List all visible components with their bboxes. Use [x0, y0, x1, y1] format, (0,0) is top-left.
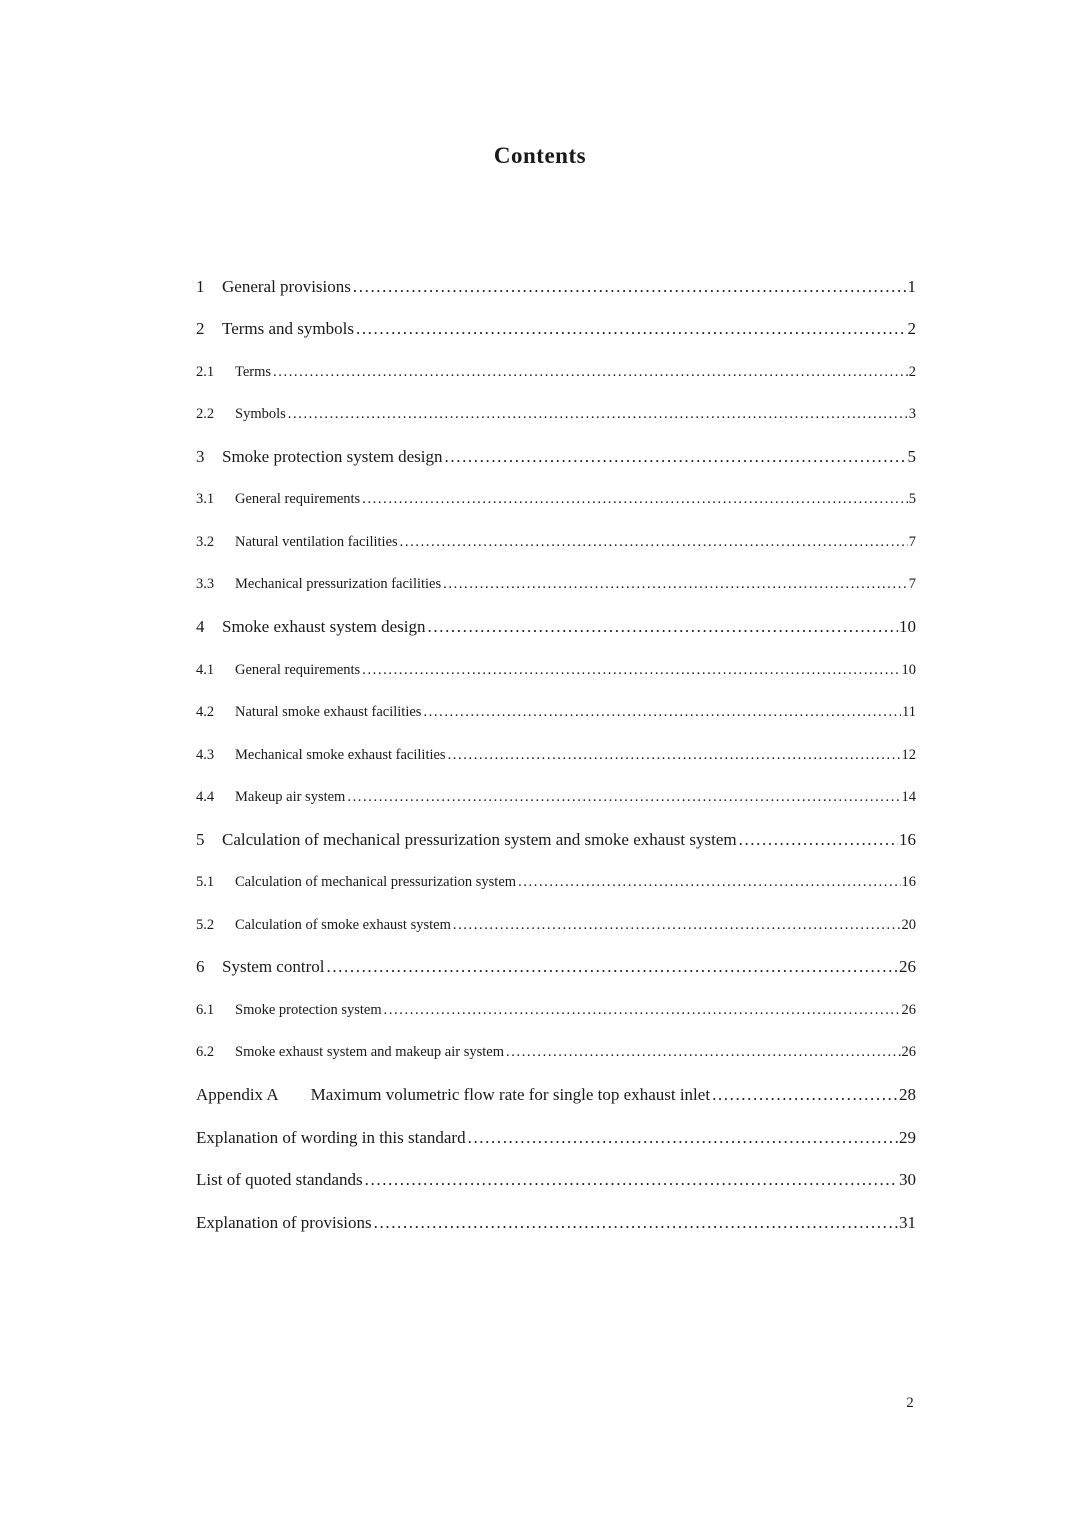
toc-entry-number: 3.1 — [196, 491, 215, 508]
toc-entry-title: Symbols — [235, 406, 286, 423]
toc-entry-title: Natural smoke exhaust facilities — [235, 704, 422, 721]
toc-entry-title: Natural ventilation facilities — [235, 533, 398, 550]
toc-entry-page: 20 — [901, 916, 916, 933]
toc-entry-title: General requirements — [235, 661, 361, 678]
toc-entry-title: Terms — [235, 363, 272, 380]
toc-entry-page: 10 — [899, 616, 916, 636]
toc-entry-number: 4 — [196, 616, 205, 636]
toc-entry-number: 6.2 — [196, 1044, 215, 1061]
toc-entry-page: 26 — [901, 1001, 916, 1018]
toc-entry-page: 16 — [899, 829, 916, 849]
toc-entry-page: 10 — [901, 661, 916, 678]
toc-entry-number: 5 — [196, 829, 205, 849]
toc-entry-title: Mechanical pressurization facilities — [235, 576, 442, 593]
toc-entry-page: 12 — [901, 746, 916, 763]
toc-leader-dots — [347, 776, 900, 819]
toc-entry — [196, 351, 916, 394]
toc-entry-page: 2 — [907, 319, 916, 339]
toc-entry-page: 31 — [899, 1212, 916, 1232]
toc-entry — [196, 563, 916, 606]
toc-entry-number: 6.1 — [196, 1001, 215, 1018]
toc-entry-title: Terms and symbols — [222, 319, 354, 339]
toc-entry-number: 5.1 — [196, 874, 215, 891]
toc-entry-page: 7 — [908, 533, 916, 550]
toc-entry-number: 2.2 — [196, 406, 215, 423]
toc-entry-title: Smoke exhaust system and makeup air system — [235, 1044, 505, 1061]
toc-entry-page: 26 — [899, 957, 916, 977]
toc-entry-page: 30 — [899, 1170, 916, 1190]
toc-entry-page: 11 — [902, 704, 916, 721]
toc-entry-title: Calculation of smoke exhaust system — [235, 916, 451, 933]
toc-entry — [196, 393, 916, 436]
toc-entry — [196, 691, 916, 734]
toc-entry-number: Appendix A — [196, 1084, 279, 1104]
toc-leader-dots — [374, 1202, 898, 1245]
toc-entry — [196, 776, 916, 819]
toc-leader-dots — [448, 734, 901, 777]
toc-entry-page: 5 — [908, 491, 916, 508]
toc-entry-page: 29 — [899, 1127, 916, 1147]
toc-leader-dots — [428, 606, 898, 649]
toc-entry-title: Smoke exhaust system design — [222, 616, 426, 636]
toc-entry — [196, 478, 916, 521]
toc-entry-number: 3.3 — [196, 576, 215, 593]
toc-leader-dots — [423, 691, 901, 734]
toc-entry-title: Smoke protection system — [235, 1001, 382, 1018]
toc-leader-dots — [506, 1031, 900, 1074]
toc-entry-title: Calculation of mechanical pressurization system and smoke exhaust system — [222, 829, 737, 849]
toc-entry-page: 5 — [907, 446, 916, 466]
toc-entry — [196, 1117, 916, 1160]
toc-leader-dots — [362, 649, 900, 692]
toc-entry-page: 1 — [907, 276, 916, 296]
toc-leader-dots — [518, 861, 900, 904]
footer-page-number: 2 — [906, 1395, 914, 1411]
toc-entry — [196, 861, 916, 904]
toc-entry-number: 4.1 — [196, 661, 215, 678]
toc-entry-page: 26 — [901, 1044, 916, 1061]
toc-leader-dots — [443, 563, 908, 606]
toc-entry-title: Explanation of wording in this standard — [196, 1127, 466, 1147]
toc-entry-page: 14 — [901, 789, 916, 806]
toc-leader-dots — [445, 436, 907, 479]
toc-entry-page: 2 — [908, 363, 916, 380]
toc-entry-page: 16 — [901, 874, 916, 891]
toc-entry-title: General requirements — [235, 491, 361, 508]
toc-entry-page: 28 — [899, 1084, 916, 1104]
toc-entry-number: 4.2 — [196, 704, 215, 721]
toc-entry-page: 3 — [908, 406, 916, 423]
toc-entry-number: 6 — [196, 957, 205, 977]
toc-entry-title: Mechanical smoke exhaust facilities — [235, 746, 446, 763]
toc-entry-title: System control — [222, 957, 325, 977]
toc-entry — [196, 1159, 916, 1202]
toc-entry-title: Makeup air system — [235, 789, 346, 806]
toc-entry-number: 3 — [196, 446, 205, 466]
toc-leader-dots — [288, 393, 908, 436]
toc-leader-dots — [739, 819, 898, 862]
toc-entry — [196, 606, 916, 649]
toc-entry — [196, 649, 916, 692]
toc-entry-title: List of quoted standands — [196, 1170, 363, 1190]
toc-entry — [196, 904, 916, 947]
toc-entry — [196, 989, 916, 1032]
toc-leader-dots — [356, 308, 907, 351]
toc-entry-title: Maximum volumetric flow rate for single top exhaust inlet — [310, 1084, 711, 1104]
toc-entry — [196, 946, 916, 989]
toc-leader-dots — [712, 1074, 898, 1117]
toc-entry-title: Smoke protection system design — [222, 446, 443, 466]
toc-entry-number: 5.2 — [196, 916, 215, 933]
toc-leader-dots — [353, 266, 907, 309]
toc-leader-dots — [468, 1117, 898, 1160]
toc-entry-number: 2 — [196, 319, 205, 339]
toc-entry-number: 3.2 — [196, 533, 215, 550]
toc-entry-title: Explanation of provisions — [196, 1212, 372, 1232]
page-title: Contents — [493, 143, 587, 168]
toc-entry — [196, 1031, 916, 1074]
toc-leader-dots — [326, 946, 898, 989]
toc-entry — [196, 734, 916, 777]
toc-entry-title: General provisions — [222, 276, 351, 296]
toc-leader-dots — [273, 351, 908, 394]
toc-entry-number: 4.3 — [196, 746, 215, 763]
toc-entry-title: Calculation of mechanical pressurization system — [235, 874, 517, 891]
toc-entry — [196, 266, 916, 309]
toc-leader-dots — [384, 989, 901, 1032]
toc-entry-page: 7 — [908, 576, 916, 593]
toc-leader-dots — [362, 478, 908, 521]
toc-entry — [196, 436, 916, 479]
table-of-contents — [0, 266, 1080, 1245]
toc-entry-number: 1 — [196, 276, 205, 296]
toc-leader-dots — [365, 1159, 898, 1202]
toc-entry — [196, 308, 916, 351]
toc-leader-dots — [453, 904, 901, 947]
toc-entry — [196, 521, 916, 564]
toc-entry-number: 4.4 — [196, 789, 215, 806]
toc-entry — [196, 1074, 916, 1117]
toc-entry — [196, 1202, 916, 1245]
toc-entry — [196, 819, 916, 862]
toc-leader-dots — [400, 521, 908, 564]
toc-entry-number: 2.1 — [196, 363, 215, 380]
